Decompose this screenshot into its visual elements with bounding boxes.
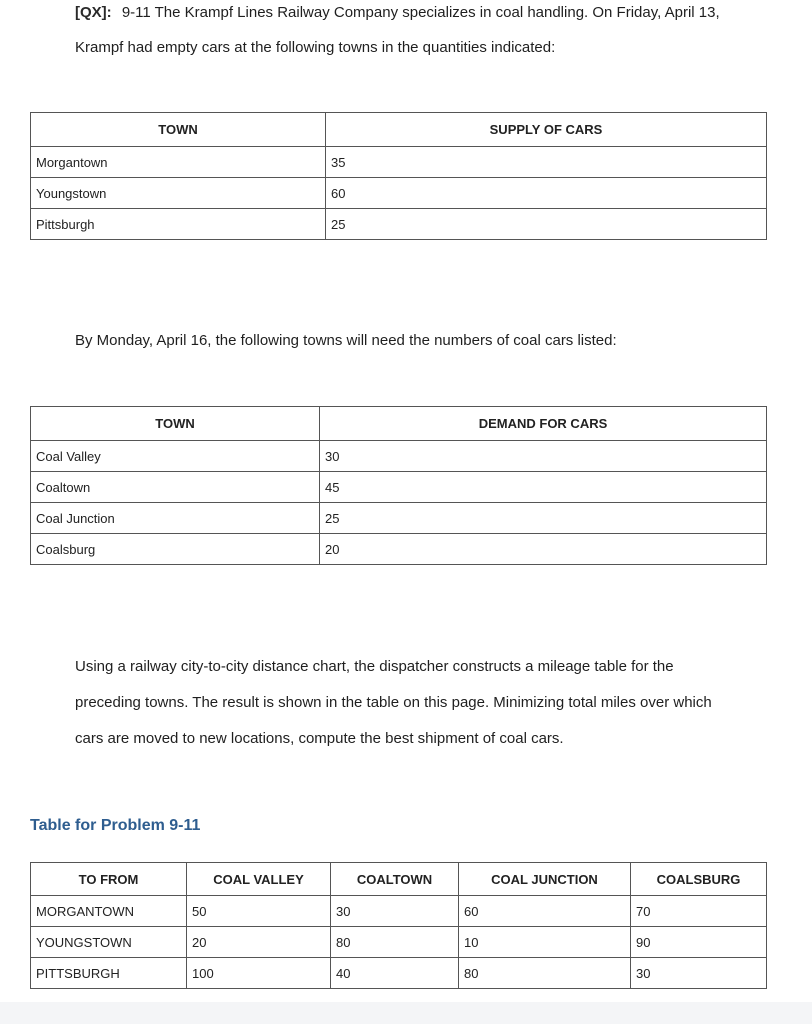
intro-text-1: 9-11 The Krampf Lines Railway Company specializes in coal handling. On Friday, April 13, — [121, 4, 720, 21]
question-tag: [QX]: — [75, 4, 112, 21]
mileage-cell: 70 — [631, 896, 767, 927]
demand-value: 30 — [320, 441, 767, 472]
supply-town: Youngstown — [31, 178, 326, 209]
mileage-from: YOUNGSTOWN — [31, 927, 187, 958]
table-row — [31, 472, 767, 503]
table-row — [31, 958, 767, 989]
supply-town: Morgantown — [31, 147, 326, 178]
mileage-intro-line-2: preceding towns. The result is shown in the table on this page. Minimizing total miles over which — [75, 694, 712, 711]
mileage-header-col: COAL JUNCTION — [459, 863, 631, 896]
table-row — [31, 534, 767, 565]
table-row — [31, 178, 767, 209]
mileage-cell: 80 — [459, 958, 631, 989]
demand-header-cars: DEMAND FOR CARS — [320, 407, 767, 441]
intro-line-1 — [75, 4, 720, 21]
demand-header-town: TOWN — [31, 407, 320, 441]
mileage-from: PITTSBURGH — [31, 958, 187, 989]
mileage-cell: 60 — [459, 896, 631, 927]
table-row — [31, 896, 767, 927]
mileage-cell: 40 — [331, 958, 459, 989]
demand-town: Coal Junction — [31, 503, 320, 534]
mileage-header-from: TO FROM — [31, 863, 187, 896]
mileage-header-col: COALTOWN — [331, 863, 459, 896]
mileage-header-row — [31, 863, 767, 896]
mileage-cell: 30 — [331, 896, 459, 927]
demand-town: Coaltown — [31, 472, 320, 503]
mileage-from: MORGANTOWN — [31, 896, 187, 927]
mileage-intro-line-3: cars are moved to new locations, compute the best shipment of coal cars. — [75, 730, 564, 747]
supply-header-town: TOWN — [31, 113, 326, 147]
demand-table — [30, 406, 767, 565]
demand-value: 25 — [320, 503, 767, 534]
mileage-cell: 30 — [631, 958, 767, 989]
table-row — [31, 441, 767, 472]
mileage-cell: 50 — [187, 896, 331, 927]
demand-intro: By Monday, April 16, the following towns will need the numbers of coal cars listed: — [75, 332, 617, 349]
demand-value: 20 — [320, 534, 767, 565]
demand-town: Coalsburg — [31, 534, 320, 565]
demand-header-row — [31, 407, 767, 441]
mileage-cell: 80 — [331, 927, 459, 958]
table-row — [31, 147, 767, 178]
mileage-cell: 20 — [187, 927, 331, 958]
demand-value: 45 — [320, 472, 767, 503]
mileage-table-title: Table for Problem 9-11 — [30, 817, 201, 834]
mileage-table — [30, 862, 767, 989]
supply-value: 25 — [326, 209, 767, 240]
page-bottom-strip — [0, 1002, 812, 1024]
mileage-cell: 100 — [187, 958, 331, 989]
table-row — [31, 927, 767, 958]
table-row — [31, 209, 767, 240]
table-row — [31, 503, 767, 534]
mileage-intro-line-1: Using a railway city-to-city distance chart, the dispatcher constructs a mileage table for the — [75, 658, 674, 675]
supply-header-row — [31, 113, 767, 147]
supply-value: 35 — [326, 147, 767, 178]
mileage-header-col: COALSBURG — [631, 863, 767, 896]
mileage-header-col: COAL VALLEY — [187, 863, 331, 896]
supply-header-cars: SUPPLY OF CARS — [326, 113, 767, 147]
intro-line-2: Krampf had empty cars at the following towns in the quantities indicated: — [75, 39, 556, 56]
mileage-cell: 10 — [459, 927, 631, 958]
mileage-cell: 90 — [631, 927, 767, 958]
supply-value: 60 — [326, 178, 767, 209]
demand-town: Coal Valley — [31, 441, 320, 472]
supply-town: Pittsburgh — [31, 209, 326, 240]
supply-table — [30, 112, 767, 240]
